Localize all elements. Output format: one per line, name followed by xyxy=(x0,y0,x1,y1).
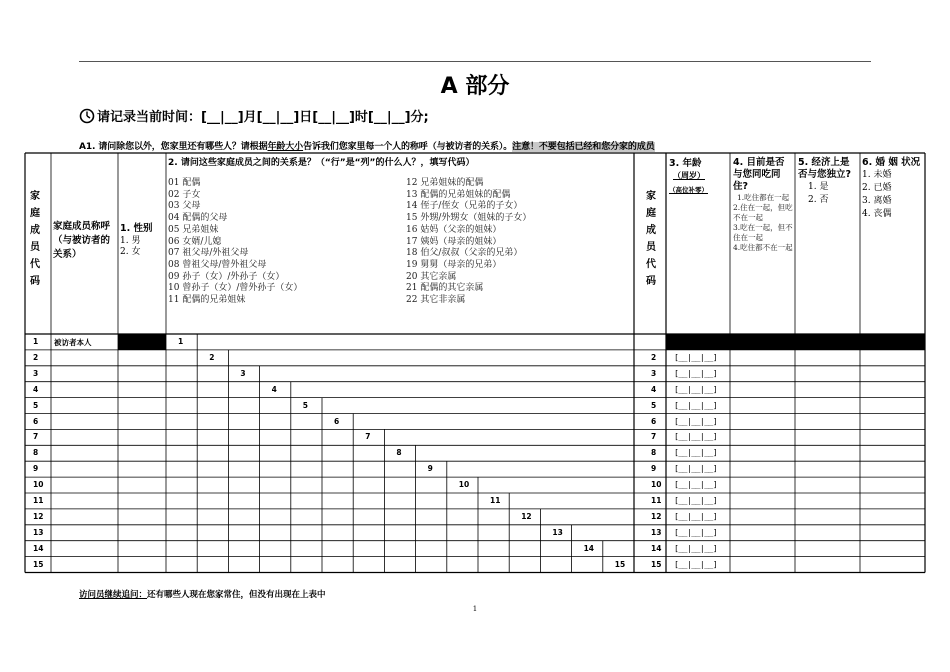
q1-prefix: A1. 请问除您以外，您家里还有哪些人？请根据 xyxy=(79,142,268,152)
q1-warning-note: 注意！不要包括已经和您分家的成员 xyxy=(512,142,655,152)
row1-right-filled xyxy=(666,334,925,350)
gender-option-female: 2. 女 xyxy=(120,247,141,257)
independent-option-yes: 1. 是 xyxy=(808,182,829,192)
row-code-left: 10 xyxy=(33,480,44,490)
row-code-right: 11 xyxy=(651,496,662,505)
member-code-char: 成 xyxy=(30,225,40,236)
relation-code-item: 13 配偶的兄弟姐妹的配偶 xyxy=(406,189,511,200)
relation-diagonal-marker: 13 xyxy=(552,527,563,537)
marital-option-1: 1. 未婚 xyxy=(862,170,892,180)
age-input-bracket: [__|__|__] xyxy=(674,400,718,410)
member-code-char: 员 xyxy=(646,242,656,253)
page-number: 1 xyxy=(472,605,478,613)
independent-header xyxy=(798,157,858,207)
row-code-left: 1 xyxy=(33,337,39,346)
relation-diagonal-marker: 4 xyxy=(271,384,277,394)
q1-underlined: 年龄大小 xyxy=(267,142,304,152)
relation-diagonal-marker: 3 xyxy=(240,368,246,378)
row-code-right: 8 xyxy=(651,448,657,458)
row-code-left: 2 xyxy=(33,352,39,362)
marital-header xyxy=(862,157,924,221)
row-code-left: 12 xyxy=(33,511,44,521)
age-input-bracket: [__|__|__] xyxy=(674,368,718,378)
livewith-option-1: 1.吃住都在一起 xyxy=(737,193,790,202)
relation-diagonal-marker: 11 xyxy=(490,496,501,505)
row-code-right: 2 xyxy=(651,352,657,362)
relation-code-item: 05 兄弟姐妹 xyxy=(168,224,219,235)
page-title: A 部分 xyxy=(440,74,510,99)
member-code-header-left xyxy=(28,190,42,292)
row-code-right: 6 xyxy=(651,416,657,426)
age-header xyxy=(669,157,727,196)
age-input-bracket: [__|__|__] xyxy=(674,448,718,458)
member-code-char: 庭 xyxy=(30,208,40,219)
member-code-char: 员 xyxy=(30,242,40,253)
member-code-char: 码 xyxy=(646,276,656,287)
row1-name: 被访者本人 xyxy=(54,338,92,347)
name-header: 家庭成员称呼（与被访者的关系） xyxy=(53,221,111,260)
row-code-right: 9 xyxy=(651,464,657,474)
relation-codes-right xyxy=(406,178,531,307)
age-input-bracket: [__|__|__] xyxy=(674,559,718,569)
livewith-option-2: 2.住在一起，但吃不在一起 xyxy=(733,203,793,222)
relation-code-item: 18 伯父/叔叔（父亲的兄弟） xyxy=(406,248,523,259)
row1-gender-filled xyxy=(118,334,166,350)
age-input-bracket: [__|__|__] xyxy=(674,464,718,474)
row-code-left: 4 xyxy=(33,384,39,394)
relation-diagonal-marker: 8 xyxy=(396,448,402,458)
followup-text: 还有哪些人现在您家常住，但没有出现在上表中 xyxy=(147,590,326,600)
row-code-left: 14 xyxy=(33,543,44,553)
age-input-bracket: [__|__|__] xyxy=(674,496,718,505)
time-record-text: 请记录当前时间：[__|__]月[__|__]日[__|__]时[__|__]分; xyxy=(97,110,429,125)
row-code-right: 7 xyxy=(651,432,657,442)
age-input-bracket: [__|__|__] xyxy=(674,511,718,521)
row-code-right: 12 xyxy=(651,511,662,521)
relation-code-item: 02 子女 xyxy=(168,189,201,200)
relation-diagonal-marker: 7 xyxy=(365,432,371,442)
relation-diagonal-marker: 15 xyxy=(614,559,626,569)
relation-code-item: 06 女婿/儿媳 xyxy=(168,236,222,247)
livewith-title: 4. 目前是否与您同吃同住? xyxy=(733,157,785,192)
followup-note xyxy=(79,588,326,600)
relation-code-item: 22 其它非亲属 xyxy=(406,295,466,306)
row-code-right: 5 xyxy=(651,400,657,410)
row-code-left: 3 xyxy=(33,368,39,378)
independent-option-no: 2. 否 xyxy=(808,195,829,205)
followup-label: 访问员继续追问： xyxy=(79,590,148,600)
gender-title: 1. 性别 xyxy=(120,223,153,234)
independent-title: 5. 经济上是否与您独立? xyxy=(798,157,852,180)
livewith-option-3: 3.吃在一起，但不住在一起 xyxy=(733,223,793,242)
relation-code-item: 15 外甥/外甥女（姐妹的子女） xyxy=(406,213,532,224)
member-code-char: 家 xyxy=(30,191,40,202)
age-input-bracket: [__|__|__] xyxy=(674,527,718,537)
row-code-left: 15 xyxy=(33,559,44,569)
relation-code-item: 16 姑妈（父亲的姐妹） xyxy=(406,224,502,235)
row-code-left: 7 xyxy=(33,432,39,442)
relation-code-item: 07 祖父母/外祖父母 xyxy=(168,248,249,259)
relation-diagonal-marker: 10 xyxy=(458,480,470,490)
relation-code-item: 12 兄弟姐妹的配偶 xyxy=(406,178,484,188)
row-code-right: 1 xyxy=(651,337,657,346)
q1-middle: 告诉我们您家里每一个人的称呼（与被访者的关系）。 xyxy=(303,142,513,152)
relation-code-item: 03 父母 xyxy=(168,201,201,212)
row-code-left: 11 xyxy=(33,496,44,505)
relation-diagonal-marker: 2 xyxy=(209,352,215,362)
livewith-option-4: 4.吃住都不在一起 xyxy=(733,243,793,252)
age-input-bracket: [__|__|__] xyxy=(674,480,718,490)
age-input-bracket: [__|__|__] xyxy=(674,432,718,442)
relation-code-item: 17 姨妈（母亲的姐妹） xyxy=(406,236,502,247)
relation-diagonal-marker: 6 xyxy=(334,416,340,426)
relation-code-item: 08 曾祖父母/曾外祖父母 xyxy=(168,259,267,270)
livewith-header xyxy=(733,157,793,253)
relation-code-item: 14 侄子/侄女（兄弟的子女） xyxy=(406,201,523,212)
row-code-left: 8 xyxy=(33,448,39,458)
relation-diagonal-marker: 1 xyxy=(178,337,184,346)
row-code-left: 6 xyxy=(33,416,39,426)
member-code-char: 代 xyxy=(646,259,656,270)
relation-code-item: 20 其它亲属 xyxy=(406,271,457,282)
age-subnote: （高位补零） xyxy=(669,186,708,194)
age-input-bracket: [__|__|__] xyxy=(674,416,718,426)
row-code-left: 5 xyxy=(33,400,39,410)
relation-code-item: 04 配偶的父母 xyxy=(168,213,228,224)
relation-code-item: 21 配偶的其它亲属 xyxy=(406,283,484,294)
marital-option-4: 4. 丧偶 xyxy=(862,209,892,219)
relation-diagonal-marker: 12 xyxy=(521,511,532,521)
relation-code-item: 01 配偶 xyxy=(168,178,201,188)
age-title: 3. 年龄 xyxy=(669,158,702,169)
relation-code-item: 10 曾孙子（女）/曾外孙子（女） xyxy=(168,283,303,294)
row-code-left: 13 xyxy=(33,527,44,537)
relation-diagonal-marker: 5 xyxy=(302,400,309,410)
marital-title: 6. 婚 姻 状况 xyxy=(862,157,921,168)
row-code-right: 14 xyxy=(651,543,662,553)
row-code-right: 13 xyxy=(651,527,662,537)
relation-code-item: 09 孙子（女）/外孙子（女） xyxy=(168,271,285,282)
age-input-bracket: [__|__|__] xyxy=(674,384,718,394)
member-code-char: 庭 xyxy=(646,208,656,219)
relation-diagonal-marker: 14 xyxy=(583,543,595,553)
row-code-right: 15 xyxy=(651,559,662,569)
row-code-left: 9 xyxy=(33,464,39,474)
marital-option-3: 3. 离婚 xyxy=(862,196,892,206)
member-code-char: 家 xyxy=(646,191,656,202)
age-input-bracket: [__|__|__] xyxy=(674,352,718,362)
marital-option-2: 2. 已婚 xyxy=(862,183,892,193)
gender-option-male: 1. 男 xyxy=(120,236,141,246)
relation-code-item: 11 配偶的兄弟姐妹 xyxy=(168,295,246,306)
row-code-right: 3 xyxy=(651,368,657,378)
member-code-char: 代 xyxy=(30,259,40,270)
relation-codes-left xyxy=(168,178,302,307)
age-input-bracket: [__|__|__] xyxy=(674,543,718,553)
gender-header xyxy=(120,222,164,258)
member-code-header-right xyxy=(644,190,658,292)
row-code-right: 10 xyxy=(651,480,662,490)
member-code-char: 成 xyxy=(646,225,656,236)
relation-code-item: 19 舅舅（母亲的兄弟） xyxy=(406,259,502,270)
row-code-right: 4 xyxy=(651,384,657,394)
relation-question: 2. 请问这些家庭成员之间的关系是？（“行”是“列”的什么人？，填写代码） xyxy=(168,158,475,168)
relation-diagonal-marker: 9 xyxy=(427,464,433,474)
member-code-char: 码 xyxy=(30,276,40,287)
age-unit: （周岁） xyxy=(673,171,705,180)
